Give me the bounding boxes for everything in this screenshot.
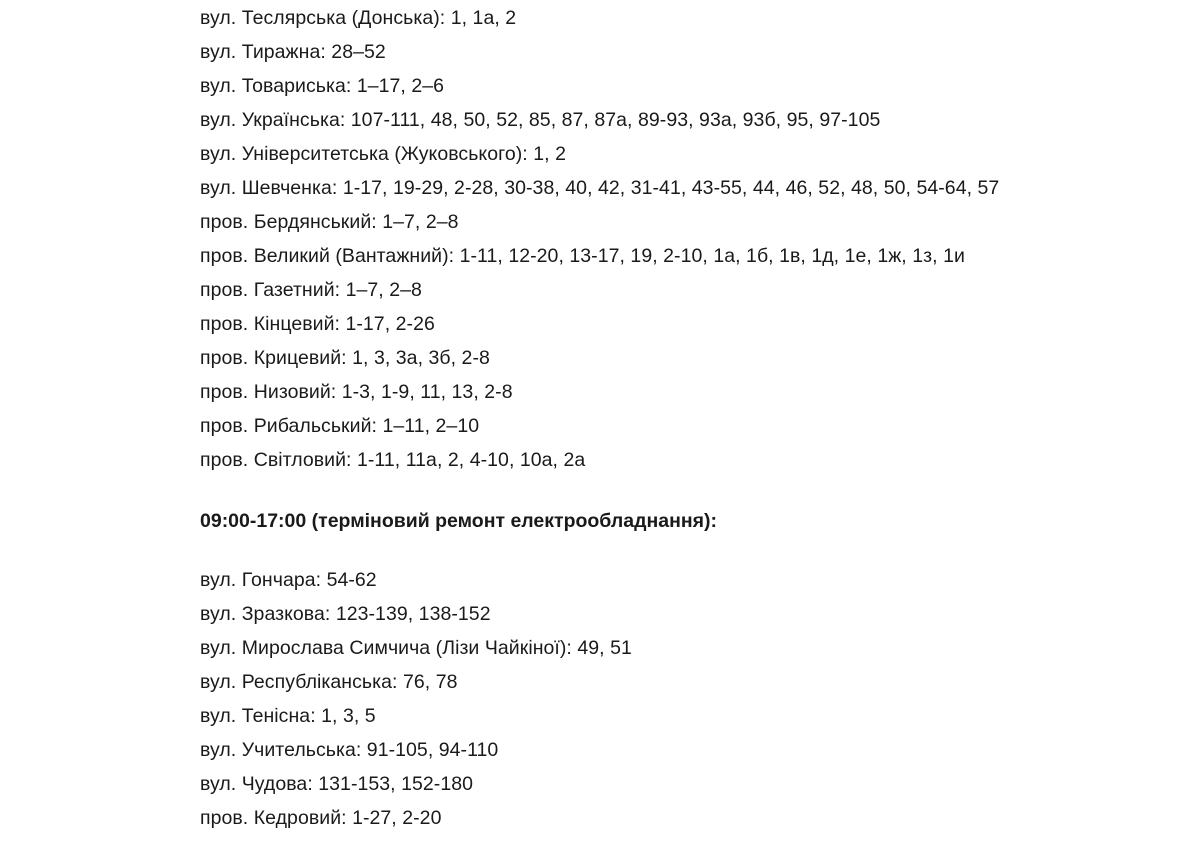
list-item: вул. Мирослава Симчича (Лізи Чайкіної): 49, 51 — [200, 637, 632, 659]
list-item: вул. Гончара: 54-62 — [200, 569, 377, 591]
list-item: пров. Газетний: 1–7, 2–8 — [200, 279, 422, 301]
list-item: вул. Зразкова: 123-139, 138-152 — [200, 603, 491, 625]
list-item: пров. Кінцевий: 1-17, 2-26 — [200, 313, 435, 335]
list-item: пров. Кедровий: 1-27, 2-20 — [200, 807, 442, 829]
list-item: вул. Чудова: 131-153, 152-180 — [200, 773, 474, 795]
list-item: вул. Тиражна: 28–52 — [200, 41, 386, 63]
list-item: пров. Бердянський: 1–7, 2–8 — [200, 211, 459, 233]
list-item: пров. Рибальський: 1–11, 2–10 — [200, 415, 480, 437]
list-item: вул. Теслярська (Донська): 1, 1а, 2 — [200, 7, 517, 29]
list-item: вул. Республіканська: 76, 78 — [200, 671, 458, 693]
list-item: вул. Товариська: 1–17, 2–6 — [200, 75, 445, 97]
street-list-urgent-repair — [200, 563, 632, 835]
list-item: вул. Тенісна: 1, 3, 5 — [200, 705, 376, 727]
list-item: вул. Шевченка: 1-17, 19-29, 2-28, 30-38, 40, 42, 31-41, 43-55, 44, 46, 52, 48, 50, 54-64, 57 — [200, 177, 1000, 199]
list-item: вул. Університетська (Жуковського): 1, 2 — [200, 143, 566, 165]
list-item: вул. Українська: 107-111, 48, 50, 52, 85, 87, 87а, 89-93, 93а, 93б, 95, 97-105 — [200, 109, 881, 131]
section-heading: 09:00-17:00 (терміновий ремонт електрообладнання): — [200, 510, 718, 532]
list-item: вул. Учительська: 91-105, 94-110 — [200, 739, 499, 761]
street-list-previous-section — [200, 1, 999, 477]
list-item: пров. Низовий: 1-3, 1-9, 11, 13, 2-8 — [200, 381, 513, 403]
list-item: пров. Крицевий: 1, 3, 3а, 3б, 2-8 — [200, 347, 490, 369]
list-item: пров. Світловий: 1-11, 11а, 2, 4-10, 10а, 2а — [200, 449, 586, 471]
list-item: пров. Великий (Вантажний): 1-11, 12-20, 13-17, 19, 2-10, 1а, 1б, 1в, 1д, 1е, 1ж, 1з, 1и — [200, 245, 965, 267]
